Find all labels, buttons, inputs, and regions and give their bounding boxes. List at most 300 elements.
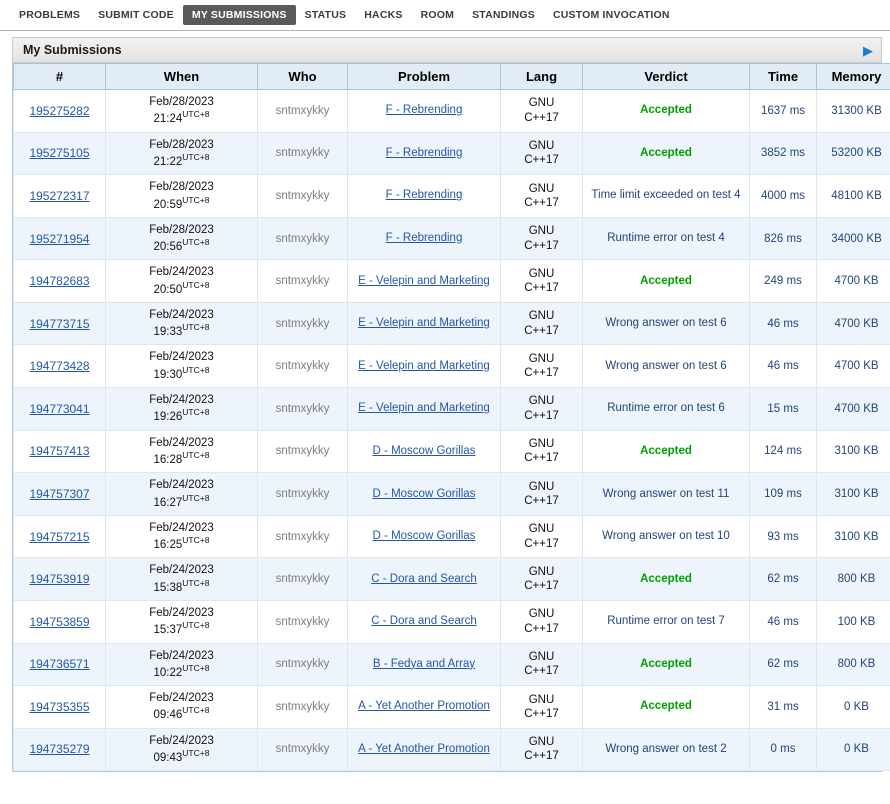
verdict-label[interactable]: Time limit exceeded on test 4 <box>591 189 741 202</box>
author-link[interactable]: sntmxykky <box>275 402 330 415</box>
submitted-clock-value: 21:22 <box>153 155 183 168</box>
memory-cell: 4700 KB <box>817 260 890 303</box>
language-label: GNU C++17 <box>524 352 559 380</box>
table-row <box>14 515 890 558</box>
author-cell <box>258 388 348 431</box>
memory-cell: 0 KB <box>817 686 890 729</box>
submitted-clock-value: 09:46 <box>153 709 183 722</box>
verdict-cell <box>583 302 750 345</box>
submitted-clock <box>112 195 251 212</box>
submission-id-link[interactable]: 194757215 <box>29 529 90 544</box>
language-cell <box>501 515 583 558</box>
table-row <box>14 132 890 175</box>
column-header: Problem <box>348 64 501 90</box>
memory-cell: 3100 KB <box>817 430 890 473</box>
submission-id-cell <box>14 515 106 558</box>
problem-link[interactable]: F - Rebrending <box>385 104 463 117</box>
execution-time-cell: 31 ms <box>750 686 817 729</box>
author-cell <box>258 175 348 218</box>
execution-time-cell: 826 ms <box>750 217 817 260</box>
author-cell <box>258 345 348 388</box>
verdict-label[interactable]: Wrong answer on test 6 <box>605 359 727 372</box>
submitted-clock-value: 19:26 <box>153 411 183 424</box>
submitted-date: Feb/24/2023 <box>149 649 214 662</box>
verdict-cell <box>583 430 750 473</box>
submitted-clock <box>112 663 251 680</box>
submitted-date: Feb/24/2023 <box>149 564 214 577</box>
problem-link[interactable]: E - Velepin and Marketing <box>358 402 490 415</box>
submitted-date: Feb/24/2023 <box>149 266 214 279</box>
timezone-label: UTC+8 <box>182 407 210 418</box>
submitted-time-cell <box>106 430 258 473</box>
language-cell <box>501 217 583 260</box>
language-label: GNU C++17 <box>524 480 559 507</box>
submitted-date: Feb/24/2023 <box>149 394 214 407</box>
verdict-cell <box>583 175 750 218</box>
submitted-clock <box>112 620 251 637</box>
author-cell <box>258 473 348 516</box>
main-nav <box>0 0 890 31</box>
submission-id-cell <box>14 430 106 473</box>
author-cell <box>258 132 348 175</box>
language-cell <box>501 558 583 601</box>
submitted-clock <box>112 748 251 765</box>
nav-item-status[interactable]: STATUS <box>304 9 347 21</box>
author-link[interactable]: sntmxykky <box>275 317 330 330</box>
timezone-label: UTC+8 <box>182 748 210 759</box>
language-cell <box>501 430 583 473</box>
submitted-time-cell <box>106 388 258 431</box>
submission-id-link[interactable]: 194782683 <box>29 274 90 289</box>
language-label: GNU C++17 <box>524 97 559 124</box>
execution-time-cell: 62 ms <box>750 643 817 686</box>
language-cell <box>501 728 583 771</box>
language-cell <box>501 473 583 516</box>
problem-link[interactable]: E - Velepin and Marketing <box>358 359 490 372</box>
execution-time-cell: 4000 ms <box>750 175 817 218</box>
problem-cell <box>348 643 501 686</box>
problem-link[interactable]: F - Rebrending <box>385 232 463 245</box>
submission-id-cell <box>14 302 106 345</box>
author-cell <box>258 430 348 473</box>
submission-id-cell <box>14 132 106 175</box>
verdict-label[interactable]: Accepted <box>640 104 692 117</box>
author-link[interactable]: sntmxykky <box>275 104 330 117</box>
submission-id-link[interactable]: 194757307 <box>29 486 90 501</box>
problem-cell <box>348 175 501 218</box>
submission-id-link[interactable]: 195271954 <box>29 231 90 246</box>
verdict-label[interactable]: Runtime error on test 4 <box>607 232 725 245</box>
memory-cell: 3100 KB <box>817 515 890 558</box>
memory-cell: 4700 KB <box>817 388 890 431</box>
submitted-clock-value: 20:50 <box>153 283 183 296</box>
problem-cell <box>348 217 501 260</box>
submission-id-link[interactable]: 194773715 <box>29 316 90 331</box>
author-link[interactable]: sntmxykky <box>275 189 330 202</box>
submitted-clock <box>112 535 251 552</box>
verdict-cell <box>583 558 750 601</box>
table-row <box>14 600 890 643</box>
problem-link[interactable]: C - Dora and Search <box>371 615 477 628</box>
column-header: Lang <box>501 64 583 90</box>
problem-link[interactable]: D - Moscow Gorillas <box>372 444 476 457</box>
problem-link[interactable]: F - Rebrending <box>385 146 463 159</box>
submitted-time-cell <box>106 175 258 218</box>
language-cell <box>501 388 583 431</box>
verdict-label[interactable]: Accepted <box>640 444 692 457</box>
submitted-clock <box>112 152 251 169</box>
execution-time-cell: 249 ms <box>750 260 817 303</box>
verdict-label[interactable]: Wrong answer on test 10 <box>602 530 730 543</box>
language-label: GNU C++17 <box>524 310 559 337</box>
submitted-date: Feb/28/2023 <box>149 223 214 236</box>
author-cell <box>258 558 348 601</box>
verdict-label[interactable]: Wrong answer on test 6 <box>605 317 727 330</box>
execution-time-cell: 15 ms <box>750 388 817 431</box>
language-cell <box>501 90 583 133</box>
author-link[interactable]: sntmxykky <box>275 700 330 713</box>
submitted-clock-value: 15:38 <box>153 581 183 594</box>
verdict-label[interactable]: Accepted <box>640 146 692 159</box>
timezone-label: UTC+8 <box>182 492 210 503</box>
language-cell <box>501 600 583 643</box>
submitted-time-cell <box>106 728 258 771</box>
timezone-label: UTC+8 <box>182 109 210 120</box>
table-header-row <box>14 64 890 90</box>
submitted-clock-value: 19:30 <box>153 368 183 381</box>
language-label: GNU C++17 <box>524 225 559 252</box>
problem-cell <box>348 430 501 473</box>
problem-cell <box>348 345 501 388</box>
submitted-clock-value: 21:24 <box>153 113 183 126</box>
submitted-date: Feb/24/2023 <box>149 308 214 321</box>
verdict-cell <box>583 473 750 516</box>
problem-cell <box>348 473 501 516</box>
author-link[interactable]: sntmxykky <box>275 487 330 500</box>
table-row <box>14 260 890 303</box>
submitted-clock <box>112 237 251 254</box>
column-header: Who <box>258 64 348 90</box>
verdict-cell <box>583 217 750 260</box>
execution-time-cell: 46 ms <box>750 302 817 345</box>
verdict-label[interactable]: Wrong answer on test 11 <box>602 487 730 500</box>
author-cell <box>258 217 348 260</box>
verdict-cell <box>583 600 750 643</box>
submission-id-cell <box>14 217 106 260</box>
timezone-label: UTC+8 <box>182 450 210 460</box>
nav-item-room[interactable]: ROOM <box>420 9 455 21</box>
problem-link[interactable]: A - Yet Another Promotion <box>358 700 490 713</box>
author-link[interactable]: sntmxykky <box>275 232 330 245</box>
language-cell <box>501 260 583 303</box>
language-label: GNU C++17 <box>524 523 559 550</box>
submission-id-link[interactable]: 194735279 <box>29 742 90 757</box>
submission-id-cell <box>14 600 106 643</box>
submission-id-cell <box>14 686 106 729</box>
submitted-clock <box>112 322 251 339</box>
submissions-table <box>13 63 890 771</box>
language-label: GNU C++17 <box>524 182 559 209</box>
triangle-right-icon[interactable]: ▶ <box>863 42 873 58</box>
timezone-label: UTC+8 <box>182 705 210 716</box>
author-link[interactable]: sntmxykky <box>275 743 330 756</box>
execution-time-cell: 0 ms <box>750 728 817 771</box>
submitted-time-cell <box>106 473 258 516</box>
submission-id-link[interactable]: 194757413 <box>29 444 90 459</box>
submitted-clock-value: 20:56 <box>153 240 183 253</box>
submission-id-link[interactable]: 195272317 <box>29 188 90 203</box>
author-link[interactable]: sntmxykky <box>275 445 330 458</box>
verdict-cell <box>583 345 750 388</box>
verdict-label[interactable]: Accepted <box>640 274 692 287</box>
submitted-clock-value: 16:28 <box>153 453 183 466</box>
problem-link[interactable]: E - Velepin and Marketing <box>358 317 490 330</box>
submitted-time-cell <box>106 686 258 729</box>
submission-id-link[interactable]: 194753919 <box>29 572 90 587</box>
author-link[interactable]: sntmxykky <box>275 658 330 671</box>
problem-cell <box>348 388 501 431</box>
execution-time-cell: 1637 ms <box>750 90 817 133</box>
submitted-time-cell <box>106 260 258 303</box>
problem-cell <box>348 132 501 175</box>
nav-item-custom-invocation[interactable]: CUSTOM INVOCATION <box>552 9 670 21</box>
column-header: Time <box>750 64 817 90</box>
table-row <box>14 473 890 516</box>
problem-link[interactable]: D - Moscow Gorillas <box>372 487 476 500</box>
verdict-label[interactable]: Wrong answer on test 2 <box>605 742 727 755</box>
problem-link[interactable]: B - Fedya and Array <box>372 657 476 670</box>
table-row <box>14 345 890 388</box>
problem-link[interactable]: E - Velepin and Marketing <box>358 274 490 287</box>
panel-header <box>13 38 881 63</box>
problem-link[interactable]: D - Moscow Gorillas <box>372 530 476 543</box>
table-row <box>14 686 890 729</box>
column-header: # <box>14 64 106 90</box>
submitted-clock <box>112 705 251 722</box>
language-cell <box>501 132 583 175</box>
column-header: Verdict <box>583 64 750 90</box>
submitted-date: Feb/24/2023 <box>149 351 214 364</box>
timezone-label: UTC+8 <box>182 194 210 205</box>
timezone-label: UTC+8 <box>182 577 210 588</box>
author-link[interactable]: sntmxykky <box>275 275 330 288</box>
author-cell <box>258 686 348 729</box>
execution-time-cell: 46 ms <box>750 345 817 388</box>
table-row <box>14 302 890 345</box>
timezone-label: UTC+8 <box>182 322 210 333</box>
author-link[interactable]: sntmxykky <box>275 573 330 586</box>
submission-id-link[interactable]: 195275105 <box>29 146 90 161</box>
problem-link[interactable]: C - Dora and Search <box>371 572 477 585</box>
verdict-cell <box>583 728 750 771</box>
memory-cell: 53200 KB <box>817 132 890 175</box>
problem-cell <box>348 728 501 771</box>
nav-item-standings[interactable]: STANDINGS <box>472 9 535 21</box>
language-label: GNU C++17 <box>524 438 559 465</box>
my-submissions-panel <box>12 37 882 772</box>
submission-id-cell <box>14 558 106 601</box>
submitted-clock <box>112 493 251 510</box>
language-label: GNU C++17 <box>524 736 559 763</box>
submitted-date: Feb/24/2023 <box>149 692 214 705</box>
submitted-date: Feb/24/2023 <box>149 521 214 534</box>
submitted-date: Feb/28/2023 <box>149 181 214 194</box>
submission-id-link[interactable]: 194773428 <box>29 359 90 374</box>
submitted-clock-value: 10:22 <box>153 666 183 679</box>
execution-time-cell: 3852 ms <box>750 132 817 175</box>
verdict-label[interactable]: Accepted <box>640 700 692 713</box>
table-row <box>14 217 890 260</box>
execution-time-cell: 46 ms <box>750 600 817 643</box>
author-link[interactable]: sntmxykky <box>275 615 330 628</box>
timezone-label: UTC+8 <box>182 279 210 290</box>
author-cell <box>258 90 348 133</box>
submitted-time-cell <box>106 132 258 175</box>
problem-cell <box>348 90 501 133</box>
verdict-cell <box>583 515 750 558</box>
verdict-label[interactable]: Runtime error on test 7 <box>607 615 725 628</box>
submission-id-cell <box>14 260 106 303</box>
language-label: GNU C++17 <box>524 693 559 720</box>
table-row <box>14 728 890 771</box>
submission-id-link[interactable]: 194753859 <box>29 614 90 629</box>
problem-link[interactable]: F - Rebrending <box>385 189 463 202</box>
verdict-cell <box>583 643 750 686</box>
memory-cell: 34000 KB <box>817 217 890 260</box>
submission-id-link[interactable]: 194735355 <box>29 699 90 714</box>
timezone-label: UTC+8 <box>182 662 210 673</box>
submitted-time-cell <box>106 558 258 601</box>
problem-cell <box>348 686 501 729</box>
submitted-date: Feb/24/2023 <box>149 606 214 619</box>
language-cell <box>501 643 583 686</box>
submission-id-cell <box>14 388 106 431</box>
submitted-clock-value: 09:43 <box>153 751 183 764</box>
submitted-date: Feb/28/2023 <box>149 96 214 108</box>
timezone-label: UTC+8 <box>182 535 210 546</box>
verdict-cell <box>583 260 750 303</box>
execution-time-cell: 109 ms <box>750 473 817 516</box>
table-row <box>14 90 890 133</box>
problem-cell <box>348 302 501 345</box>
author-cell <box>258 728 348 771</box>
problem-cell <box>348 260 501 303</box>
problem-cell <box>348 515 501 558</box>
language-cell <box>501 175 583 218</box>
submission-id-cell <box>14 90 106 133</box>
nav-item-hacks[interactable]: HACKS <box>364 9 403 21</box>
submitted-clock-value: 20:59 <box>153 198 183 211</box>
submission-id-cell <box>14 473 106 516</box>
submitted-time-cell <box>106 302 258 345</box>
problem-cell <box>348 600 501 643</box>
problem-link[interactable]: A - Yet Another Promotion <box>358 742 490 755</box>
submitted-date: Feb/28/2023 <box>149 138 214 151</box>
submitted-clock-value: 15:37 <box>153 624 183 637</box>
submission-id-link[interactable]: 194736571 <box>29 657 90 672</box>
language-cell <box>501 686 583 729</box>
memory-cell: 48100 KB <box>817 175 890 218</box>
author-link[interactable]: sntmxykky <box>275 147 330 160</box>
verdict-cell <box>583 90 750 133</box>
table-row <box>14 643 890 686</box>
table-row <box>14 175 890 218</box>
memory-cell: 800 KB <box>817 558 890 601</box>
submitted-time-cell <box>106 515 258 558</box>
author-cell <box>258 515 348 558</box>
submission-id-cell <box>14 643 106 686</box>
author-link[interactable]: sntmxykky <box>275 360 330 373</box>
table-body <box>14 90 890 771</box>
memory-cell: 31300 KB <box>817 90 890 133</box>
verdict-cell <box>583 388 750 431</box>
table-row <box>14 558 890 601</box>
submitted-time-cell <box>106 643 258 686</box>
submitted-time-cell <box>106 600 258 643</box>
verdict-label[interactable]: Accepted <box>640 657 692 670</box>
language-label: GNU C++17 <box>524 139 559 167</box>
memory-cell: 4700 KB <box>817 302 890 345</box>
author-cell <box>258 643 348 686</box>
language-label: GNU C++17 <box>524 608 559 635</box>
memory-cell: 0 KB <box>817 728 890 771</box>
submitted-time-cell <box>106 345 258 388</box>
submitted-clock <box>112 578 251 595</box>
execution-time-cell: 93 ms <box>750 515 817 558</box>
submission-id-cell <box>14 345 106 388</box>
page-title: My Submissions <box>23 43 122 57</box>
submitted-date: Feb/24/2023 <box>149 734 214 747</box>
nav-item-submit-code[interactable]: SUBMIT CODE <box>98 9 174 21</box>
author-link[interactable]: sntmxykky <box>275 530 330 543</box>
submitted-date: Feb/24/2023 <box>149 436 214 449</box>
language-cell <box>501 302 583 345</box>
submitted-clock <box>112 280 251 297</box>
language-label: GNU C++17 <box>524 267 559 295</box>
nav-item-problems[interactable]: PROBLEMS <box>19 9 81 21</box>
column-header: When <box>106 64 258 90</box>
submitted-time-cell <box>106 217 258 260</box>
language-label: GNU C++17 <box>524 650 559 678</box>
submission-id-link[interactable]: 194773041 <box>29 401 90 416</box>
submission-id-cell <box>14 175 106 218</box>
verdict-label[interactable]: Accepted <box>640 572 692 585</box>
memory-cell: 3100 KB <box>817 473 890 516</box>
submitted-clock-value: 19:33 <box>153 326 183 339</box>
submitted-clock <box>112 365 251 382</box>
table-row <box>14 388 890 431</box>
submitted-clock-value: 16:25 <box>153 538 183 551</box>
execution-time-cell: 62 ms <box>750 558 817 601</box>
timezone-label: UTC+8 <box>182 151 210 162</box>
execution-time-cell: 124 ms <box>750 430 817 473</box>
submitted-time-cell <box>106 90 258 133</box>
author-cell <box>258 302 348 345</box>
submission-id-link[interactable]: 195275282 <box>29 103 90 118</box>
language-label: GNU C++17 <box>524 565 559 593</box>
memory-cell: 800 KB <box>817 643 890 686</box>
table-row <box>14 430 890 473</box>
memory-cell: 4700 KB <box>817 345 890 388</box>
problem-cell <box>348 558 501 601</box>
submitted-clock-value: 16:27 <box>153 496 183 509</box>
language-label: GNU C++17 <box>524 395 559 422</box>
memory-cell: 100 KB <box>817 600 890 643</box>
verdict-label[interactable]: Runtime error on test 6 <box>607 402 725 415</box>
submitted-date: Feb/24/2023 <box>149 479 214 492</box>
nav-item-my-submissions[interactable]: MY SUBMISSIONS <box>183 5 296 25</box>
timezone-label: UTC+8 <box>182 620 210 631</box>
